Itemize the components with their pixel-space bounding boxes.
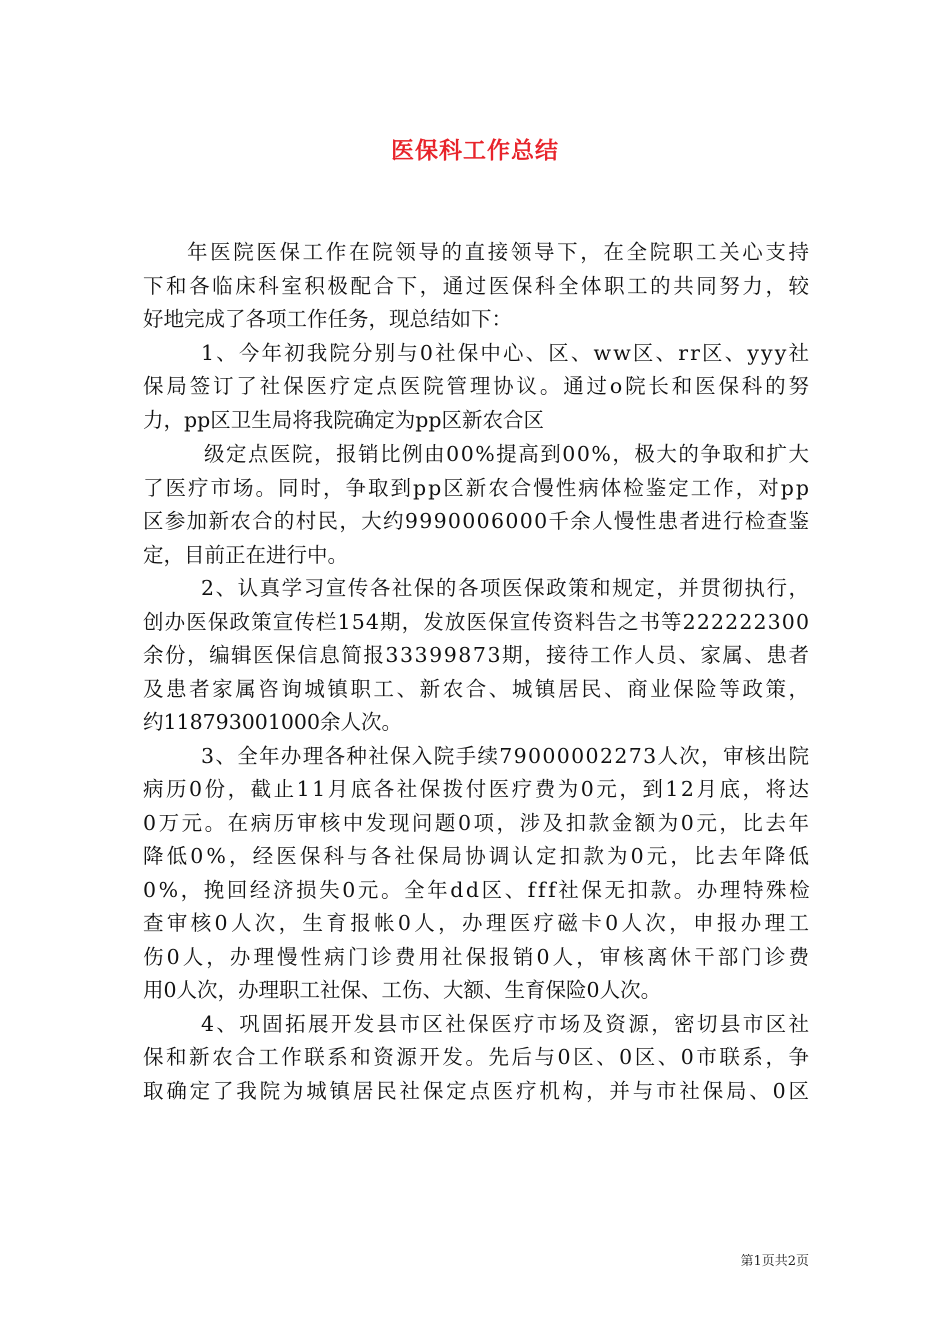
document-title: 医保科工作总结 [391,137,559,164]
text-line: 创办医保政策宣传栏154期，发放医保宣传资料告之书等222222300 [143,609,811,634]
document-body [143,236,813,1108]
text-line: 伤0人，办理慢性病门诊费用社保报销0人，审核离休干部门诊费 [143,944,813,969]
text-line: 定，目前正在进行中。 [143,542,348,567]
text-line: 3、全年办理各种社保入院手续79000002273人次，审核出院 [201,743,811,768]
text-line: 余份，编辑医保信息简报33399873期，接待工作人员、家属、患者 [143,643,811,667]
text-line: 级定点医院，报销比例由00%提高到00%，极大的争取和扩大 [204,442,811,466]
text-line: 区参加新农合的村民，大约9990006000千余人慢性患者进行检查鉴 [143,509,811,533]
text-line: 保局签订了社保医疗定点医院管理协议。通过o院长和医保科的努 [143,374,812,398]
text-line: 降低0%，经医保科与各社保局协调认定扣款为0元，比去年降低 [143,844,813,868]
text-line: 保和新农合工作联系和资源开发。先后与0区、0区、0市联系，争 [143,1045,812,1069]
text-line: 1、今年初我院分别与0社保中心、区、ww区、rr区、yyy社 [201,340,812,365]
text-line: 了医疗市场。同时，争取到pp区新农合慢性病体检鉴定工作，对pp [143,475,811,500]
text-line: 及患者家属咨询城镇职工、新农合、城镇居民、商业保险等政策， [143,676,812,701]
text-line: 力，pp区卫生局将我院确定为pp区新农合区 [143,407,544,432]
text-line: 好地完成了各项工作任务，现总结如下： [143,307,512,331]
text-line: 年医院医保工作在院领导的直接领导下，在全院职工关心支持 [187,240,812,264]
text-line: 病历0份，截止11月底各社保拨付医疗费为0元，到12月底，将达 [143,777,812,801]
text-line: 0万元。在病历审核中发现问题0项，涉及扣款金额为0元，比去年 [143,810,812,835]
text-line: 用0人次，办理职工社保、工伤、大额、生育保险0人次。 [143,978,662,1002]
text-line: 4、巩固拓展开发县市区社保医疗市场及资源，密切县市区社 [201,1011,812,1036]
text-line: 查审核0人次，生育报帐0人，办理医疗磁卡0人次，申报办理工 [143,911,813,935]
text-line: 约118793001000余人次。 [143,710,403,734]
text-line: 取确定了我院为城镇居民社保定点医疗机构，并与市社保局、0区 [143,1078,812,1103]
text-line: 2、认真学习宣传各社保的各项医保政策和规定，并贯彻执行， [201,576,811,600]
text-line: 下和各临床科室积极配合下，通过医保科全体职工的共同努力，较 [143,273,812,298]
text-line: 0%，挽回经济损失0元。全年dd区、fff社保无扣款。办理特殊检 [143,877,813,902]
page-number: 第1页共2页 [740,1254,809,1269]
